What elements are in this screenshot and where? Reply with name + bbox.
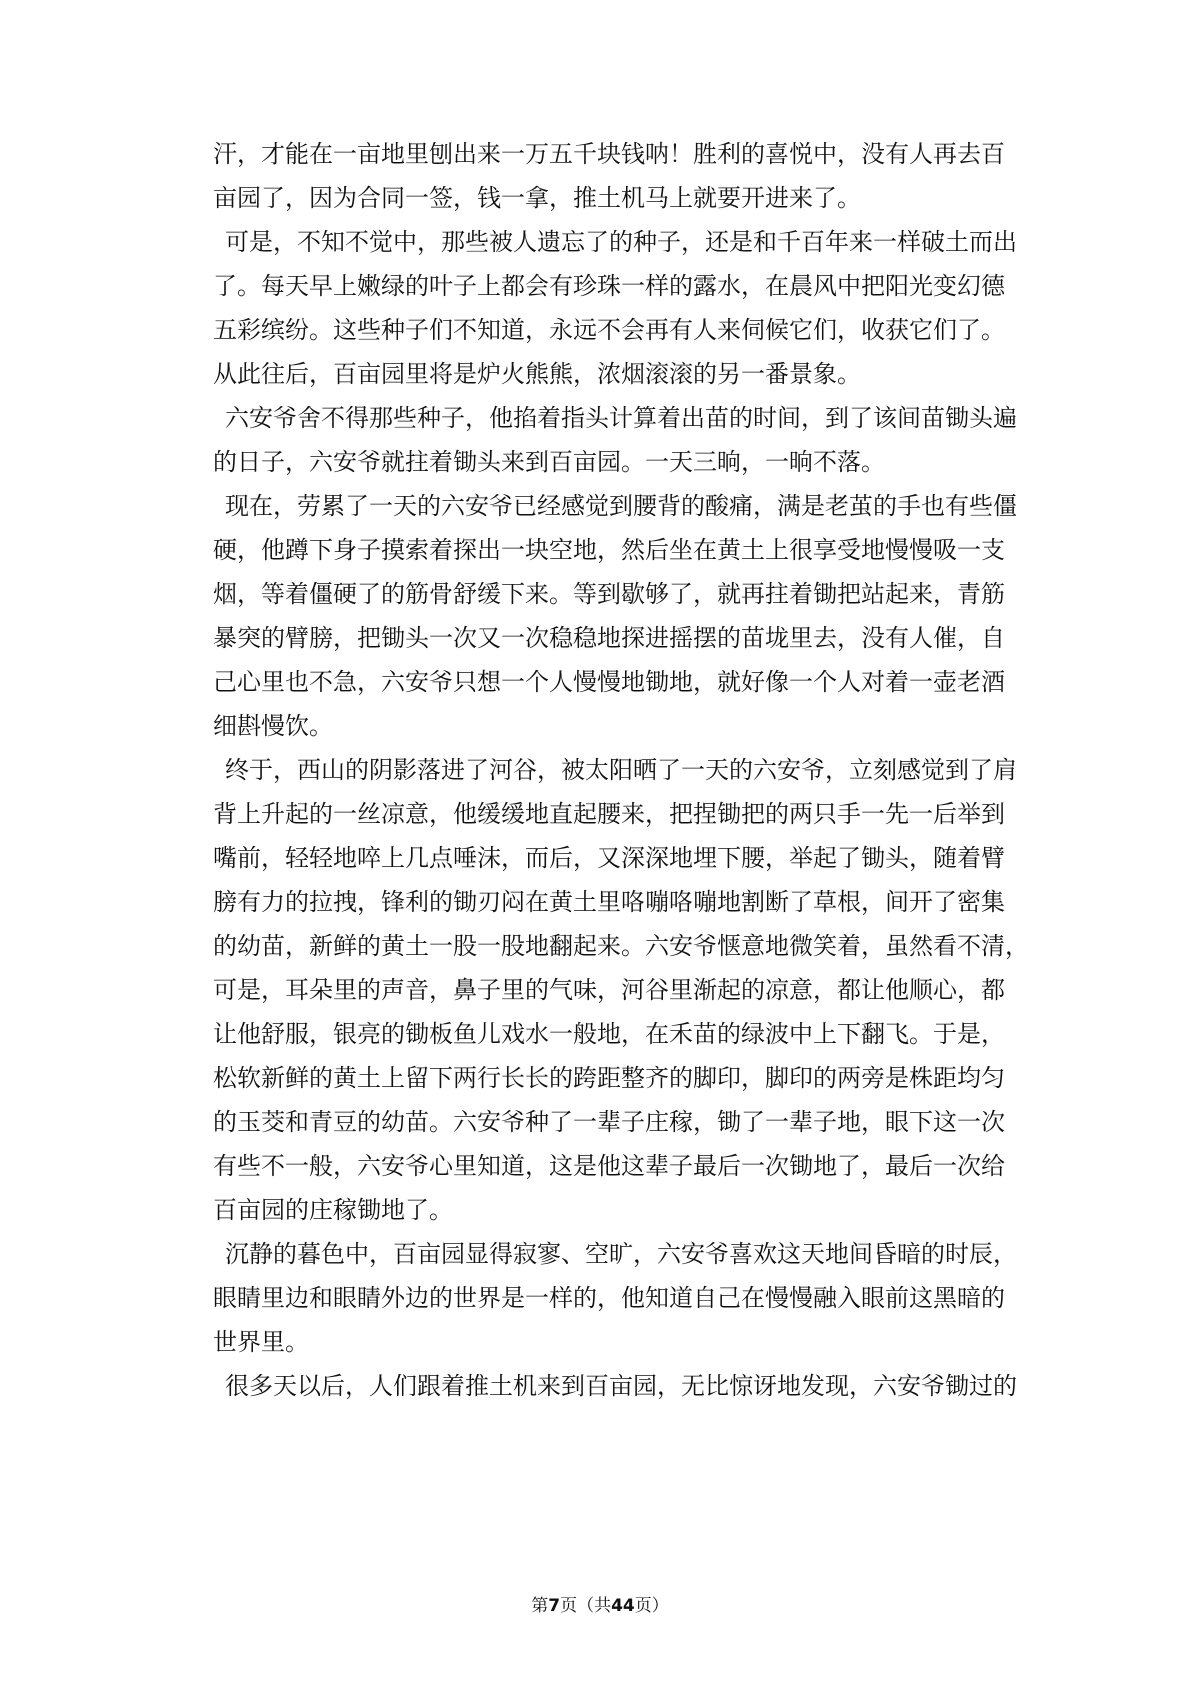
text-line: 亩园了，因为合同一签，钱一拿，推土机马上就要开进来了。 [213, 184, 861, 212]
footer-suffix: 页） [634, 1596, 669, 1616]
text-line: 细斟慢饮。 [213, 712, 333, 740]
text-line: 从此往后，百亩园里将是炉火熊熊，浓烟滚滚的另一番景象。 [213, 360, 861, 388]
text-line: 的玉茭和青豆的幼苗。六安爷种了一辈子庄稼，锄了一辈子地，眼下这一次 [213, 1108, 1005, 1136]
paragraph-first-line: 可是，不知不觉中，那些被人遗忘了的种子，还是和千百年来一样破土而出 [225, 228, 1017, 256]
paragraph-lines [213, 132, 1029, 1408]
text-line: 五彩缤纷。这些种子们不知道，永远不会再有人来伺候它们，收获它们了。 [213, 316, 1005, 344]
text-line: 松软新鲜的黄土上留下两行长长的跨距整齐的脚印，脚印的两旁是株距均匀 [213, 1064, 1005, 1092]
paragraph-first-line: 终于，西山的阴影落进了河谷，被太阳晒了一天的六安爷，立刻感觉到了肩 [225, 756, 1017, 784]
text-line: 硬，他蹲下身子摸索着探出一块空地，然后坐在黄土上很享受地慢慢吸一支 [213, 536, 1005, 564]
text-line: 暴突的臂膀，把锄头一次又一次稳稳地探进摇摆的苗垅里去，没有人催，自 [213, 624, 1005, 652]
text-line: 的幼苗，新鲜的黄土一股一股地翻起来。六安爷惬意地微笑着，虽然看不清， [213, 932, 1029, 960]
paragraph-first-line: 沉静的暮色中，百亩园显得寂寥、空旷，六安爷喜欢这天地间昏暗的时辰， [225, 1240, 1017, 1268]
page-footer [0, 1594, 1200, 1618]
paragraph-first-line: 六安爷舍不得那些种子，他掐着指头计算着出苗的时间，到了该间苗锄头遍 [225, 404, 1017, 432]
text-line: 世界里。 [213, 1328, 309, 1356]
text-line: 百亩园的庄稼锄地了。 [213, 1196, 453, 1224]
text-line: 了。每天早上嫩绿的叶子上都会有珍珠一样的露水，在晨风中把阳光变幻德 [213, 272, 1005, 300]
text-line: 背上升起的一丝凉意，他缓缓地直起腰来，把捏锄把的两只手一先一后举到 [213, 800, 1005, 828]
current-page-number: 7 [548, 1596, 561, 1616]
footer-prefix: 第 [531, 1596, 549, 1616]
text-line: 己心里也不急，六安爷只想一个人慢慢地锄地，就好像一个人对着一壶老酒 [213, 668, 1005, 696]
paragraph-first-line: 很多天以后，人们跟着推土机来到百亩园，无比惊讶地发现，六安爷锄过的 [225, 1372, 1017, 1400]
footer-middle: 页（共 [560, 1596, 612, 1616]
document-body [213, 132, 1029, 1408]
text-line: 让他舒服，银亮的锄板鱼儿戏水一般地，在禾苗的绿波中上下翻飞。于是， [213, 1020, 1005, 1048]
text-line: 膀有力的拉拽，锋利的锄刃闷在黄土里咯嘣咯嘣地割断了草根，间开了密集 [213, 888, 1005, 916]
paragraph-first-line: 现在，劳累了一天的六安爷已经感觉到腰背的酸痛，满是老茧的手也有些僵 [225, 492, 1017, 520]
text-line: 眼睛里边和眼睛外边的世界是一样的，他知道自己在慢慢融入眼前这黑暗的 [213, 1284, 1005, 1312]
text-line: 汗，才能在一亩地里刨出来一万五千块钱呐！胜利的喜悦中，没有人再去百 [213, 140, 1005, 168]
text-line: 有些不一般，六安爷心里知道，这是他这辈子最后一次锄地了，最后一次给 [213, 1152, 1005, 1180]
text-line: 嘴前，轻轻地啐上几点唾沫，而后，又深深地埋下腰，举起了锄头，随着臂 [213, 844, 1005, 872]
text-line: 可是，耳朵里的声音，鼻子里的气味，河谷里渐起的凉意，都让他顺心，都 [213, 976, 1005, 1004]
total-page-count: 44 [611, 1596, 635, 1616]
text-line: 烟，等着僵硬了的筋骨舒缓下来。等到歇够了，就再拄着锄把站起来，青筋 [213, 580, 1005, 608]
text-line: 的日子，六安爷就拄着锄头来到百亩园。一天三晌，一晌不落。 [213, 448, 885, 476]
